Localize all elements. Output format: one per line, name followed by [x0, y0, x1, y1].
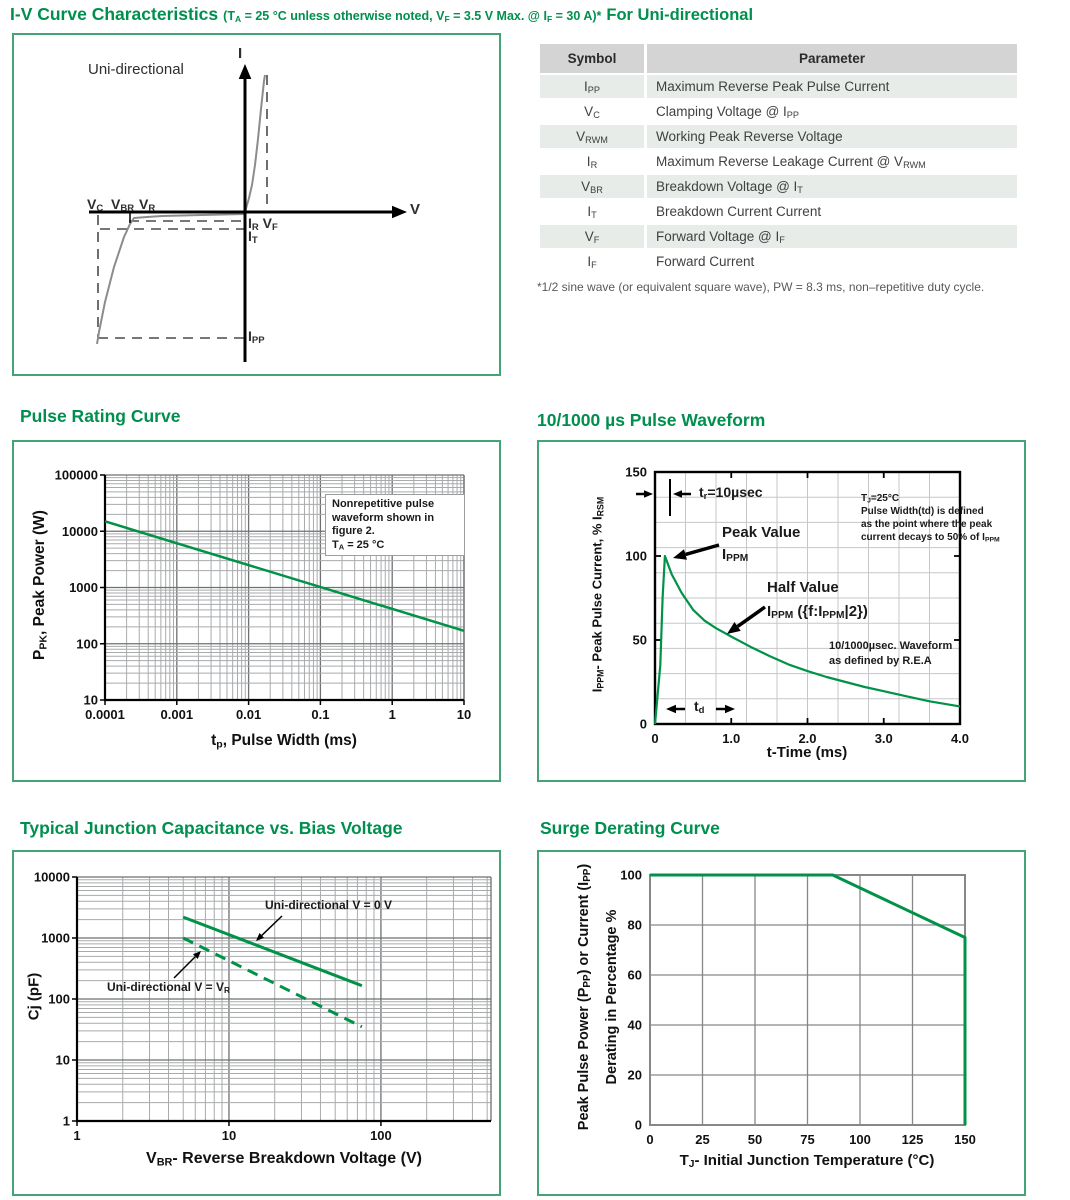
- tick-label: 0.1: [311, 707, 330, 722]
- rise-time-note: $t_r=10\mu\sec$: [699, 484, 763, 503]
- tick-label: 1000: [41, 930, 70, 946]
- vc-label: $V_C$: [87, 196, 104, 215]
- arrow-line: [174, 957, 195, 978]
- tick-label: 100: [849, 1132, 871, 1147]
- surge-derating-chart-box: [537, 850, 1026, 1196]
- tick-label: 40: [627, 1017, 642, 1033]
- symbol-cell: $I_T$: [540, 200, 644, 223]
- y-axis-label: $I_{PPM}-$ Peak Pulse Current, % $I_{RSM}$: [589, 496, 606, 693]
- tick-label: 10000: [33, 869, 70, 885]
- tick-label: 100: [76, 636, 98, 652]
- vbr-label: $V_{BR}$: [111, 196, 135, 215]
- tick-label: 75: [800, 1132, 815, 1147]
- section-title-pulse-rating: Pulse Rating Curve: [20, 406, 181, 426]
- tick-label: 10: [55, 1052, 70, 1068]
- tick-label: 50: [632, 632, 647, 648]
- tick-label: 0.0001: [85, 707, 125, 722]
- tick-label: 10: [221, 1128, 237, 1143]
- arrow-head: [644, 490, 653, 498]
- parameter-cell: Clamping Voltage @ $I_{PP}$: [647, 100, 1017, 123]
- tick-label: 0: [651, 731, 659, 746]
- table-row: [540, 125, 1017, 148]
- parameter-cell: Working Peak Reverse Voltage: [647, 125, 1017, 148]
- tick-label: 1000: [69, 580, 98, 595]
- tick-label: 0: [646, 1132, 654, 1147]
- parameter-column-header: Parameter: [647, 44, 1017, 73]
- page-title-suffix: For Uni-directional: [606, 6, 754, 24]
- symbol-cell: $V_F$: [540, 225, 644, 248]
- v0-label: Uni-directional V = 0 V: [265, 898, 393, 912]
- diagram-title: Uni-directional: [88, 61, 184, 78]
- tick-label: 1: [62, 1113, 70, 1129]
- tick-label: 3.0: [874, 731, 893, 746]
- x-axis-label: t-Time (ms): [766, 744, 848, 761]
- y-axis-label: Peak Pulse Power $(P_{PP})$ or Current $(I_{PP})$: [576, 863, 594, 1131]
- tick-label: 0: [634, 1117, 642, 1133]
- tick-label: 80: [627, 917, 642, 933]
- x-axis-label: $T_J-$ Initial Junction Temperature (°C): [679, 1152, 935, 1171]
- symbol-cell: $I_F$: [540, 250, 644, 273]
- arrow-head: [239, 64, 252, 79]
- parameter-cell: Forward Voltage @ $I_F$: [647, 225, 1017, 248]
- tick-label: 100: [620, 867, 642, 883]
- symbol-column-header: Symbol: [540, 44, 644, 73]
- parameter-cell: Breakdown Current Current: [647, 200, 1017, 223]
- tick-label: 20: [627, 1067, 642, 1083]
- tick-label: 1: [388, 707, 396, 722]
- table-row: [540, 100, 1017, 123]
- table-row: [540, 225, 1017, 248]
- symbol-cell: $V_{BR}$: [540, 175, 644, 198]
- tick-label: 50: [747, 1132, 763, 1147]
- tick-label: 2.0: [798, 731, 817, 746]
- arrow-line: [686, 545, 719, 554]
- vr-bias-label: Uni-directional $V = V_R$: [107, 980, 230, 995]
- junction-capacitance-chart-box: [12, 850, 501, 1196]
- nonrepetitive-note: Nonrepetitive pulse waveform shown in figure 2. $T_A = 25$ °C: [325, 494, 465, 556]
- tick-label: 4.0: [950, 731, 970, 746]
- table-header-row: [540, 44, 1017, 73]
- iv-curve: [97, 214, 245, 344]
- section-title-waveform: 10/1000 µs Pulse Waveform: [537, 410, 766, 430]
- table-row: [540, 150, 1017, 173]
- tick-label: 10: [456, 707, 472, 722]
- chart-canvas: [14, 442, 499, 780]
- x-axis-label: $V_{BR}-$ Reverse Breakdown Voltage (V): [146, 1150, 422, 1169]
- tick-label: 125: [901, 1132, 924, 1147]
- parameter-cell: Breakdown Voltage @ $I_T$: [647, 175, 1017, 198]
- table-row: [540, 175, 1017, 198]
- parameter-table: [537, 42, 1020, 275]
- section-title-junction-capacitance: Typical Junction Capacitance vs. Bias Voltage: [20, 818, 403, 838]
- tick-label: 150: [954, 1132, 976, 1147]
- tick-label: 100: [625, 548, 647, 564]
- iv-curve-diagram-box: [12, 33, 501, 376]
- iv-curve: [245, 75, 265, 212]
- pulse-waveform-chart-box: [537, 440, 1026, 782]
- tick-label: 10: [83, 692, 98, 708]
- symbol-cell: $V_{RWM}$: [540, 125, 644, 148]
- tick-label: 100: [370, 1128, 392, 1143]
- tick-label: 0: [639, 716, 647, 732]
- table-footnote: *1/2 sine wave (or equivalent square wave), PW = 8.3 ms, non–repetitive duty cycle.: [537, 280, 985, 294]
- rea-note: 10/1000µsec. Waveform as defined by R.E.A: [829, 640, 953, 667]
- symbol-cell: $I_{PP}$: [540, 75, 644, 98]
- symbol-cell: $V_C$: [540, 100, 644, 123]
- y-axis-label: Cj (pF): [25, 972, 43, 1021]
- arrow-head: [725, 705, 735, 713]
- ir-vf-label: $I_R$ $V_F$: [248, 215, 278, 234]
- chart-canvas: [14, 852, 499, 1194]
- parameter-cell: Maximum Reverse Peak Pulse Current: [647, 75, 1017, 98]
- parameter-cell: Forward Current: [647, 250, 1017, 273]
- tick-label: 1.0: [722, 731, 741, 746]
- tick-label: 150: [625, 464, 647, 480]
- arrow-head: [392, 206, 407, 219]
- page-title: [10, 4, 1060, 25]
- table-row: [540, 75, 1017, 98]
- page-title-main: I-V Curve Characteristics: [10, 4, 219, 24]
- it-label: $I_T$: [248, 228, 258, 247]
- tick-label: 100: [48, 991, 70, 1007]
- vr-label: $V_R$: [139, 196, 156, 215]
- tick-label: 1: [73, 1128, 81, 1143]
- y-axis-label: Derating in Percentage %: [604, 909, 620, 1085]
- parameter-table-section: [537, 42, 1020, 294]
- x-axis-label: $t_p$, Pulse Width (ms): [211, 732, 357, 751]
- arrow-head: [673, 549, 687, 560]
- table-row: [540, 200, 1017, 223]
- tick-label: 10000: [61, 523, 98, 539]
- half-value-note: Half Value $I_{PPM}$ $(\{f:I_{PPM}|2\})$: [767, 579, 868, 622]
- arrow-head: [666, 705, 676, 713]
- pulse-rating-chart-box: [12, 440, 501, 782]
- page-title-conditions: ($T_A = 25$ °C unless otherwise noted, $V_F = 3.5$ V Max. @ $I_F = 30$ A)*: [223, 9, 602, 24]
- pulse-width-note: $T_J=25^\circ C$ Pulse Width(td) is defined as the point where the peak current decays to 50% of $I_{PPM}$: [861, 493, 1000, 544]
- parameter-cell: Maximum Reverse Leakage Current @ $V_{RWM}$: [647, 150, 1017, 173]
- tick-label: 0.01: [235, 707, 262, 722]
- peak-value-note: Peak Value $I_{PPM}$: [722, 524, 801, 565]
- tick-label: 100000: [54, 467, 98, 483]
- table-row: [540, 250, 1017, 273]
- y-axis-label: $P_{PK}$, Peak Power (W): [31, 510, 50, 660]
- ipp-label: $I_{PP}$: [248, 328, 265, 347]
- td-note: $t_d$: [694, 698, 705, 717]
- section-title-surge-derating: Surge Derating Curve: [540, 818, 720, 838]
- tick-label: 25: [695, 1132, 710, 1147]
- symbol-cell: $I_R$: [540, 150, 644, 173]
- current-axis-label: I: [238, 45, 243, 62]
- arrow-line: [262, 916, 282, 935]
- tick-label: 0.001: [160, 707, 194, 722]
- tick-label: 60: [627, 967, 642, 983]
- arrow-head: [673, 490, 682, 498]
- voltage-axis-label: V: [410, 201, 421, 218]
